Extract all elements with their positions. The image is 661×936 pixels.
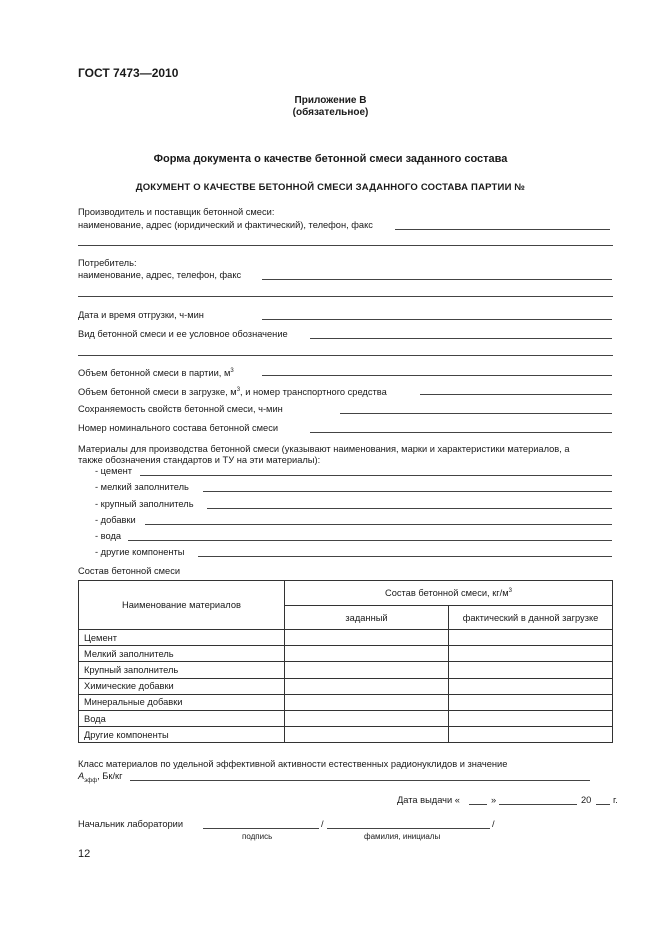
mix-type-field-line-2[interactable] [78, 355, 613, 356]
radionuclide-field[interactable] [130, 780, 590, 781]
row-name: Химические добавки [79, 678, 285, 694]
material-fine-aggregate-field[interactable] [203, 491, 612, 492]
row-name: Другие компоненты [79, 727, 285, 743]
cell-actual[interactable] [449, 694, 613, 710]
row-name: Минеральные добавки [79, 694, 285, 710]
table-row [79, 662, 613, 678]
row-name: Мелкий заполнитель [79, 646, 285, 662]
signature-field[interactable] [203, 828, 319, 829]
document-title: ДОКУМЕНТ О КАЧЕСТВЕ БЕТОННОЙ СМЕСИ ЗАДАННОГО СОСТАВА ПАРТИИ № [135, 182, 526, 193]
material-coarse-aggregate-label: - крупный заполнитель [95, 499, 194, 509]
activity-label: $А_{эфф}$, Бк/кг [78, 771, 123, 784]
cell-actual[interactable] [449, 678, 613, 694]
cell-set[interactable] [285, 678, 449, 694]
material-water-label: - вода [95, 531, 122, 541]
name-caption: фамилия, инициалы [364, 832, 441, 841]
cell-actual[interactable] [449, 630, 613, 646]
materials-intro-line-2: также обозначения стандартов и ТУ на эти материалы): [78, 455, 321, 465]
cell-actual[interactable] [449, 727, 613, 743]
material-cement-field[interactable] [140, 475, 612, 476]
cell-set[interactable] [285, 662, 449, 678]
row-name: Крупный заполнитель [79, 662, 285, 678]
standard-designation: ГОСТ 7473—2010 [78, 66, 179, 80]
composition-number-label: Номер номинального состава бетонной смеси [78, 423, 279, 433]
material-coarse-aggregate-field[interactable] [207, 508, 612, 509]
header-actual: фактический в данной загрузке [449, 606, 613, 630]
issue-year-suffix: г. [613, 795, 618, 805]
table-row [79, 694, 613, 710]
header-material-name: Наименование материалов [79, 581, 285, 630]
material-other-label: - другие компоненты [95, 547, 185, 557]
shipment-date-label: Дата и время отгрузки, ч-мин [78, 310, 204, 320]
lab-head-label: Начальник лаборатории [78, 819, 184, 829]
issue-year-field[interactable] [596, 804, 610, 805]
cell-actual[interactable] [449, 662, 613, 678]
table-row [79, 646, 613, 662]
signature-separator-end: / [492, 819, 495, 829]
producer-details-label: наименование, адрес (юридический и фактический), телефон, факс [78, 220, 373, 230]
producer-label: Производитель и поставщик бетонной смеси: [78, 207, 275, 217]
header-set: заданный [285, 606, 449, 630]
row-name: Вода [79, 710, 285, 726]
cell-actual[interactable] [449, 710, 613, 726]
mix-type-field[interactable] [310, 338, 612, 339]
preservation-field[interactable] [340, 413, 612, 414]
cell-set[interactable] [285, 710, 449, 726]
issue-quote-close: » [491, 795, 497, 805]
cell-set[interactable] [285, 694, 449, 710]
cell-set[interactable] [285, 646, 449, 662]
page-number: 12 [78, 848, 91, 860]
issue-month-field[interactable] [499, 804, 577, 805]
load-volume-label: Объем бетонной смеси в загрузке, $м^3$, и номер транспортного средства [78, 387, 387, 398]
material-other-field[interactable] [198, 556, 612, 557]
batch-volume-label: Объем бетонной смеси в партии, $м^3$ [78, 368, 234, 379]
appendix-title: Приложение В [294, 95, 367, 106]
signature-caption: подпись [242, 832, 273, 841]
table-row [79, 678, 613, 694]
form-title: Форма документа о качестве бетонной смеси заданного состава [153, 153, 508, 165]
signature-separator: / [321, 819, 324, 829]
composition-table [78, 580, 613, 743]
radionuclide-label: Класс материалов по удельной эффективной активности естественных радионуклидов и значение [78, 759, 508, 769]
header-composition-group: Состав бетонной смеси, $кг/м^3$ [285, 581, 613, 606]
consumer-field[interactable] [262, 279, 612, 280]
materials-intro-line-1: Материалы для производства бетонной смеси (указывают наименования, марки и характеристики материалов, а [78, 444, 570, 454]
consumer-label: Потребитель: [78, 258, 137, 268]
material-cement-label: - цемент [95, 466, 133, 476]
material-additives-label: - добавки [95, 515, 136, 525]
cell-set[interactable] [285, 630, 449, 646]
load-volume-field[interactable] [420, 394, 612, 395]
issue-date-label: Дата выдачи « [397, 795, 460, 805]
table-row [79, 727, 613, 743]
batch-volume-field[interactable] [262, 375, 612, 376]
consumer-field-line-2[interactable] [78, 296, 613, 297]
consumer-details-label: наименование, адрес, телефон, факс [78, 270, 242, 280]
producer-field[interactable] [395, 229, 610, 230]
producer-field-line-2[interactable] [78, 245, 613, 246]
cell-actual[interactable] [449, 646, 613, 662]
shipment-date-field[interactable] [262, 319, 612, 320]
composition-caption: Состав бетонной смеси [78, 566, 181, 576]
cell-set[interactable] [285, 727, 449, 743]
preservation-label: Сохраняемость свойств бетонной смеси, ч-мин [78, 404, 283, 414]
table-row [79, 630, 613, 646]
material-fine-aggregate-label: - мелкий заполнитель [95, 482, 189, 492]
table-row [79, 710, 613, 726]
issue-day-field[interactable] [469, 804, 487, 805]
composition-number-field[interactable] [310, 432, 612, 433]
appendix-note: (обязательное) [292, 107, 369, 118]
name-field[interactable] [327, 828, 490, 829]
row-name: Цемент [79, 630, 285, 646]
material-additives-field[interactable] [145, 524, 612, 525]
issue-year-prefix: 20 [581, 795, 592, 805]
mix-type-label: Вид бетонной смеси и ее условное обозначение [78, 329, 288, 339]
material-water-field[interactable] [128, 540, 612, 541]
